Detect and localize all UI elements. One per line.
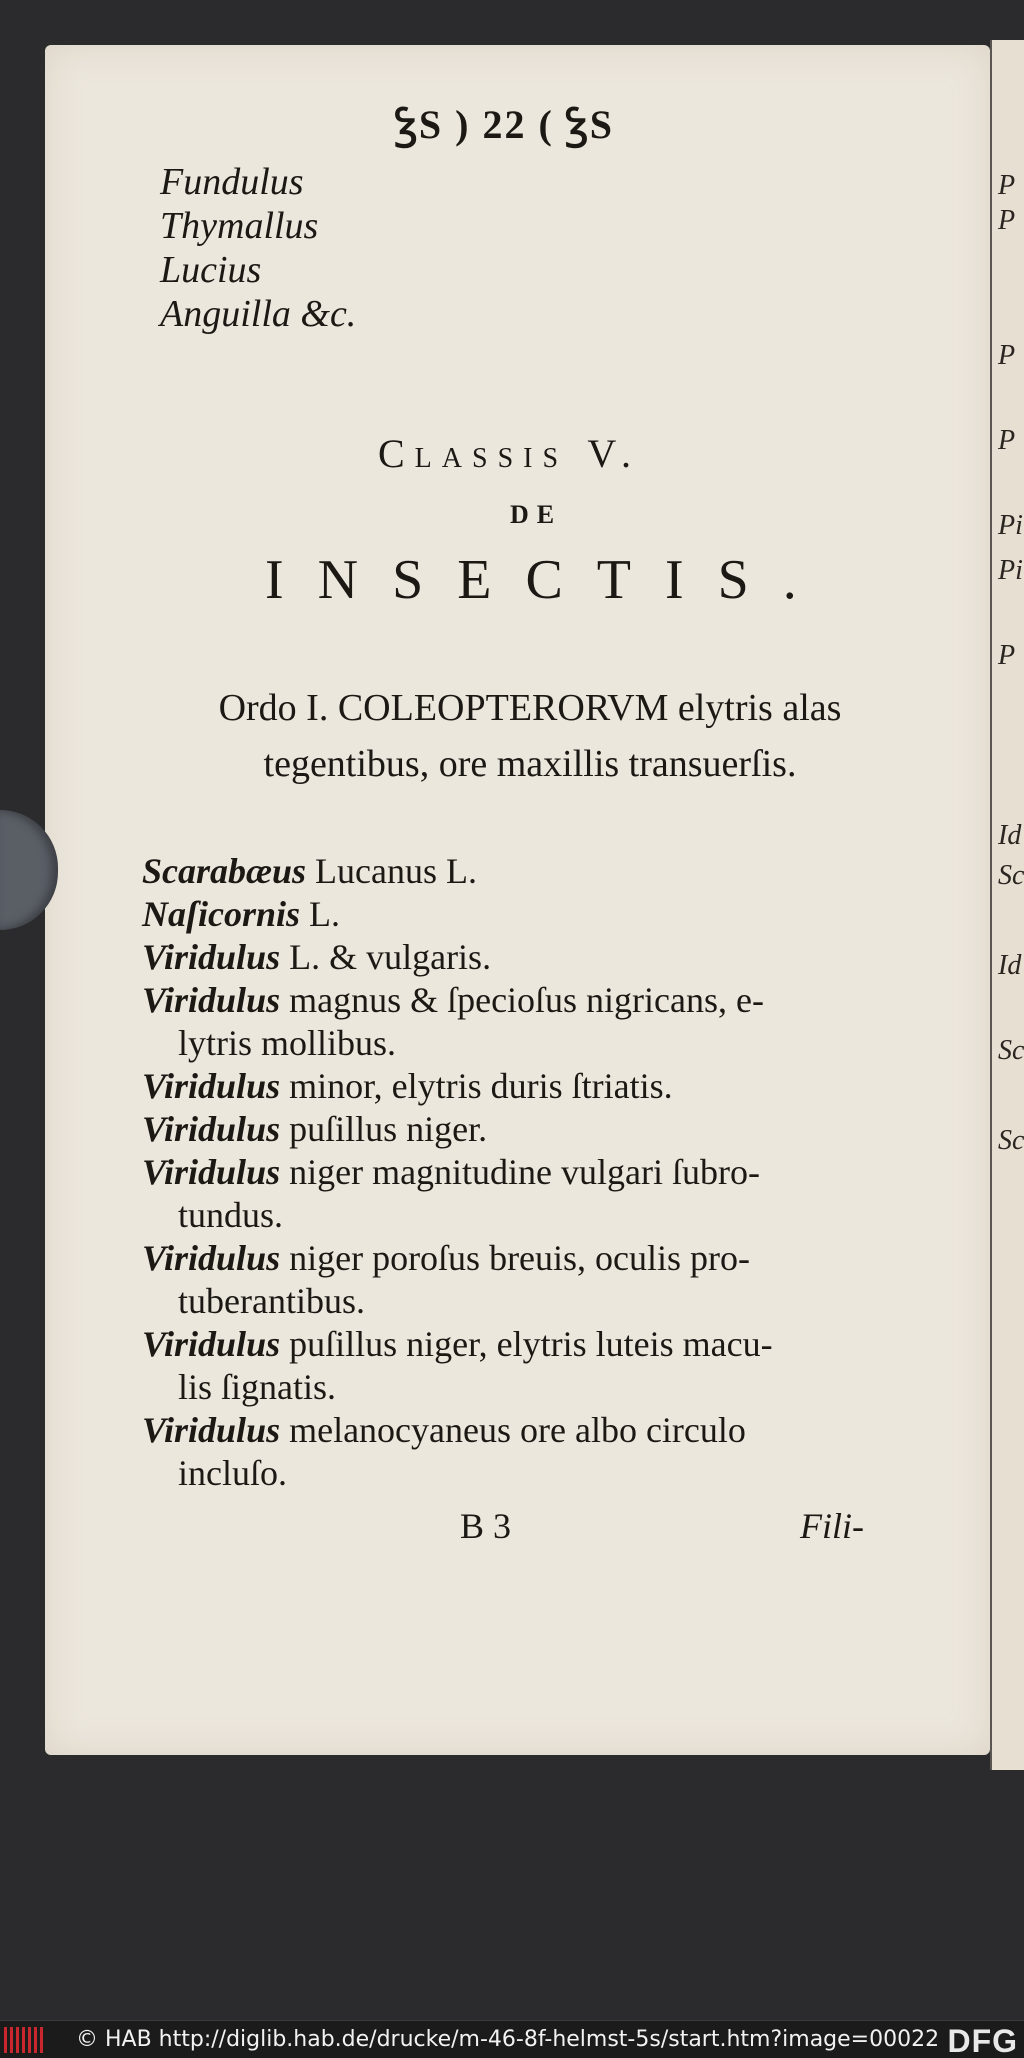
species-text: melanocyaneus ore albo circulo <box>289 1410 746 1450</box>
list-item: Thymallus <box>160 205 319 247</box>
list-item <box>142 1065 902 1108</box>
list-item <box>142 1237 902 1323</box>
genus-name: Viridulus <box>142 1109 281 1149</box>
list-item <box>142 979 902 1065</box>
species-text-continued: tundus. <box>178 1195 284 1235</box>
edge-fragment: Sc <box>998 1035 1024 1066</box>
edge-fragment: Pi <box>998 510 1023 541</box>
species-text: magnus & ſpecioſus nigricans, e- <box>289 980 764 1020</box>
genus-name: Viridulus <box>142 1410 281 1450</box>
species-text: puſillus niger, elytris luteis macu- <box>289 1324 773 1364</box>
genus-name: Viridulus <box>142 1324 281 1364</box>
species-text-continued: lis ſignatis. <box>178 1367 337 1407</box>
edge-fragment: Id <box>998 950 1022 981</box>
species-text: Lucanus L. <box>315 851 477 891</box>
footer-bar <box>0 2020 1024 2058</box>
next-page-edge <box>990 40 1024 1770</box>
species-text: niger poroſus breuis, oculis pro- <box>289 1238 751 1278</box>
genus-name: Viridulus <box>142 937 281 977</box>
genus-name: Scarabæus <box>142 851 307 891</box>
edge-fragment: Sc <box>998 860 1024 891</box>
edge-fragment: P <box>998 170 1016 201</box>
genus-name: Viridulus <box>142 1238 281 1278</box>
running-head: ꝢS ) 22 ( ꝢS <box>395 102 614 147</box>
species-text-continued: tuberantibus. <box>178 1281 365 1321</box>
list-item <box>142 1108 902 1151</box>
species-text: minor, elytris duris ſtriatis. <box>289 1066 673 1106</box>
list-item <box>142 1151 902 1237</box>
class-title: INSECTIS. <box>265 549 831 611</box>
class-heading-de: DE <box>510 500 563 529</box>
species-text-continued: lytris mollibus. <box>178 1023 397 1063</box>
genus-name: Naſicornis <box>142 894 301 934</box>
edge-fragment: Id <box>998 820 1022 851</box>
list-item: Lucius <box>160 249 262 291</box>
previous-class-list <box>160 160 356 336</box>
list-item: Anguilla &c. <box>160 293 357 335</box>
list-item <box>142 936 902 979</box>
copyright-link[interactable]: © HAB http://diglib.hab.de/drucke/m-46-8f-helmst-5s/start.htm?image=00022 <box>76 2027 940 2052</box>
list-item: Fundulus <box>160 161 304 203</box>
genus-name: Viridulus <box>142 1152 281 1192</box>
species-text-continued: incluſo. <box>178 1453 287 1493</box>
list-item <box>142 1323 902 1409</box>
genus-name: Viridulus <box>142 980 281 1020</box>
edge-fragment: Pi <box>998 555 1023 586</box>
dfg-logo: DFG <box>947 2023 1018 2058</box>
genus-name: Viridulus <box>142 1066 281 1106</box>
list-item <box>142 893 902 936</box>
barcode-icon <box>4 2027 46 2053</box>
edge-fragment: P <box>998 340 1016 371</box>
list-item <box>142 850 902 893</box>
species-text: L. & vulgaris. <box>289 937 492 977</box>
species-text: niger magnitudine vulgari ſubro- <box>289 1152 760 1192</box>
species-list <box>142 850 902 1495</box>
list-item <box>142 1409 902 1495</box>
species-text: puſillus niger. <box>289 1109 488 1149</box>
ordo-heading: Ordo I. COLEOPTERORVM elytris alas tegentibus, ore maxillis transuerſis. <box>218 687 842 785</box>
species-text: L. <box>309 894 341 934</box>
edge-fragment: P <box>998 640 1016 671</box>
class-heading: Classis V. <box>378 431 642 476</box>
catchword: Fili- <box>800 1506 864 1546</box>
edge-fragment: P <box>998 425 1016 456</box>
edge-fragment: Sc <box>998 1125 1024 1156</box>
signature-mark: B 3 <box>460 1506 512 1546</box>
edge-fragment: P <box>998 205 1016 236</box>
